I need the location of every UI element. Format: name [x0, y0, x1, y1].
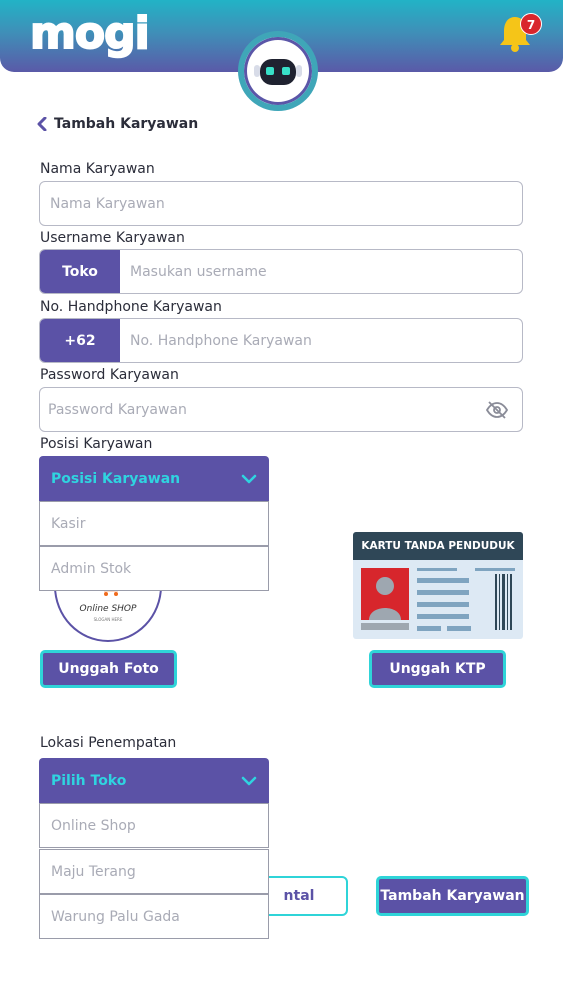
chevron-left-icon [36, 117, 48, 131]
notification-badge: 7 [520, 13, 542, 35]
chevron-down-icon [241, 776, 257, 786]
nama-field[interactable] [39, 181, 523, 226]
phone-prefix: +62 [40, 319, 120, 362]
password-label: Password Karyawan [40, 367, 179, 383]
posisi-selected: Posisi Karyawan [51, 470, 181, 487]
lokasi-select[interactable] [39, 758, 269, 803]
password-placeholder: Password Karyawan [48, 401, 187, 418]
id-card-icon [353, 560, 523, 639]
ktp-preview [353, 532, 523, 639]
username-prefix: Toko [40, 250, 120, 293]
phone-field[interactable] [39, 318, 523, 363]
submit-button[interactable]: Tambah Karyawan [376, 876, 529, 916]
username-label: Username Karyawan [40, 230, 185, 246]
password-field[interactable] [39, 387, 523, 432]
eye-off-icon[interactable] [486, 401, 508, 419]
lokasi-option-maju-terang[interactable]: Maju Terang [39, 849, 269, 894]
shop-logo-text: Online SHOP [79, 604, 137, 614]
posisi-option-admin-stok[interactable]: Admin Stok [39, 546, 269, 591]
phone-placeholder: No. Handphone Karyawan [130, 332, 312, 349]
username-placeholder: Masukan username [130, 263, 267, 280]
nama-placeholder: Nama Karyawan [50, 195, 165, 212]
lokasi-option-warung-palu-gada[interactable]: Warung Palu Gada [39, 894, 269, 939]
robot-avatar[interactable] [238, 31, 318, 111]
username-field[interactable] [39, 249, 523, 294]
shop-logo-slogan: SLOGAN HERE [93, 617, 123, 622]
posisi-select[interactable] [39, 456, 269, 501]
page-title: Tambah Karyawan [54, 116, 199, 132]
lokasi-selected: Pilih Toko [51, 772, 127, 789]
cancel-label: ntal [283, 888, 315, 904]
posisi-label: Posisi Karyawan [40, 436, 153, 452]
upload-photo-button[interactable]: Unggah Foto [40, 650, 177, 688]
posisi-option-kasir[interactable]: Kasir [39, 501, 269, 546]
nama-label: Nama Karyawan [40, 161, 155, 177]
lokasi-label: Lokasi Penempatan [40, 735, 177, 751]
upload-ktp-button[interactable]: Unggah KTP [369, 650, 506, 688]
back-link[interactable] [36, 116, 198, 132]
mogi-logo[interactable]: mogi [30, 8, 149, 59]
ktp-title: KARTU TANDA PENDUDUK [353, 532, 523, 560]
robot-icon [244, 37, 312, 105]
lokasi-option-online-shop[interactable]: Online Shop [39, 803, 269, 848]
chevron-down-icon [241, 474, 257, 484]
phone-label: No. Handphone Karyawan [40, 299, 222, 315]
